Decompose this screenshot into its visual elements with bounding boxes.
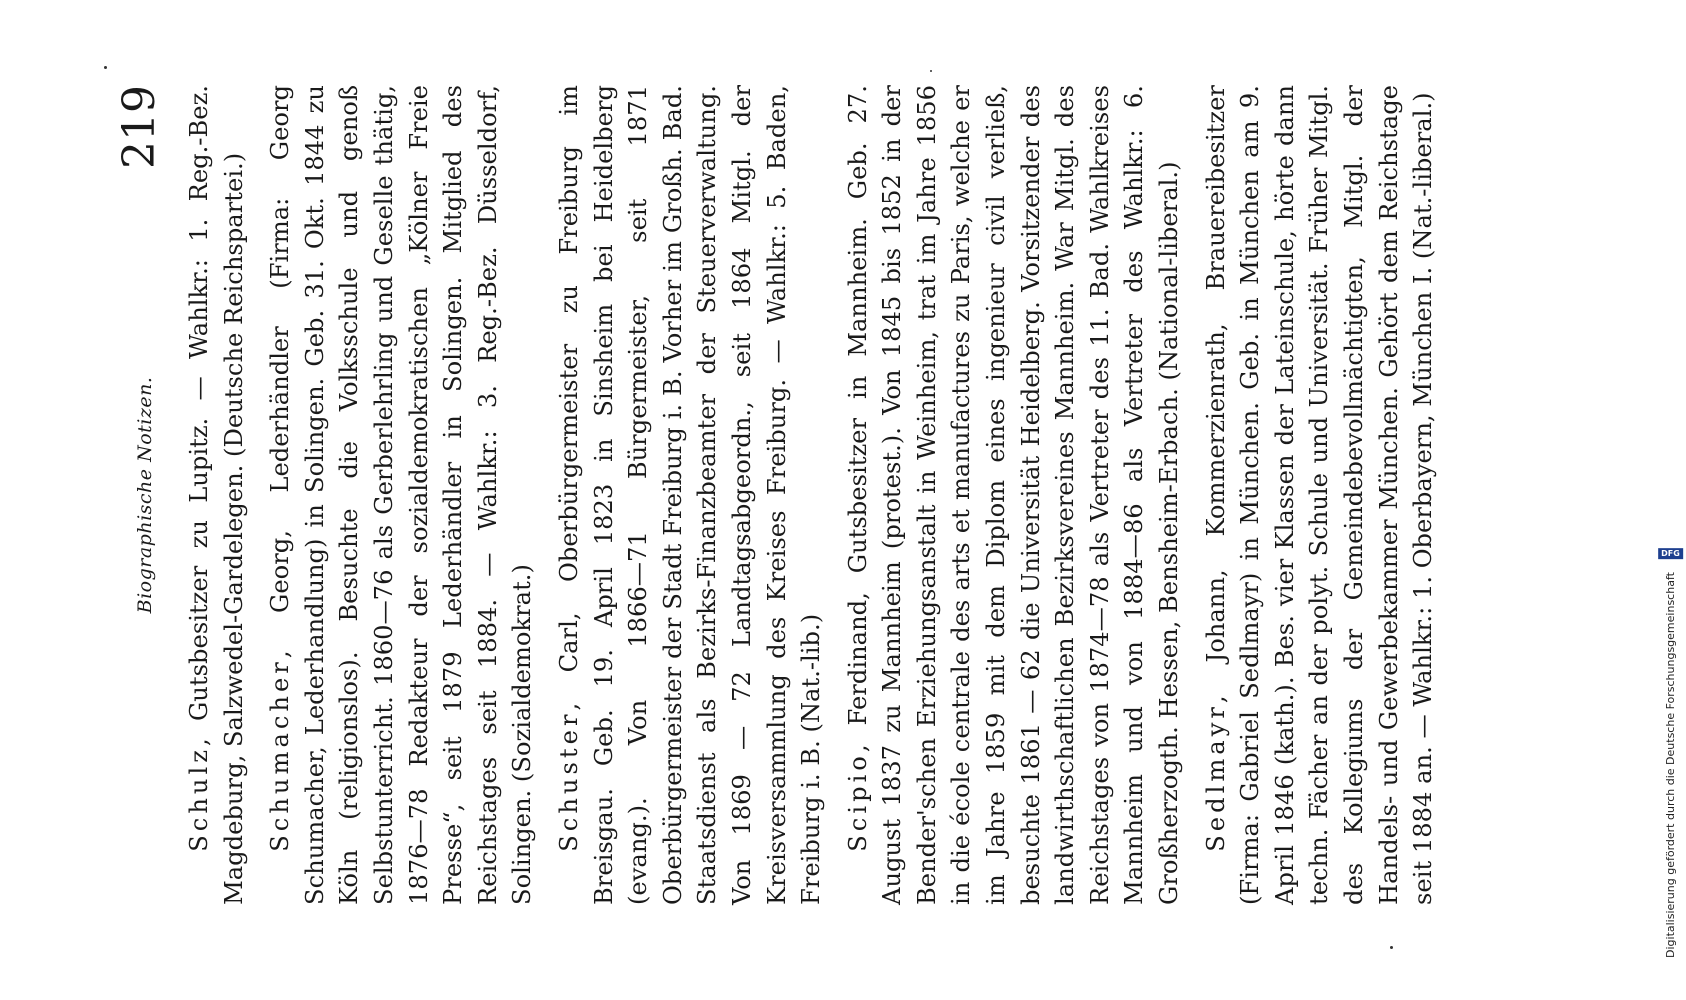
scan-speck [1390,946,1393,949]
running-title: Biographische Notizen. [134,376,156,614]
biography-entry-scipio [841,85,1187,905]
scan-speck [104,66,107,69]
biography-entry-sedlmayr [1199,85,1441,905]
biography-entry-schulz [182,85,251,905]
entry-text: , Georg, Lederhändler (Firma: Georg Schumacher, Lederhandlung) in Solingen. Geb. 31. Okt. 1844 zu Köln (religionslos). Besuchte die Volksschule und genoß Selbstunterricht. 1860—76 als Gerberlehrling und Geselle thätig, 1876—78 Redakteur der sozialdemokratischen „Kölner Freie Presse“, seit 1879 Lederhändler in Solingen. Mitglied des Reichstages seit 1884. — Wahlkr.: 3. Reg.-Bez. Düsseldorf, Solingen. (Sozialdemokrat.) [266,85,537,905]
biography-entries [182,85,1453,905]
entry-text: , Gutsbesitzer zu Lupitz. — Wahlkr.: 1. Reg.-Bez. Magdeburg, Salzwedel-Gardelegen. (Deutsche Reichspartei.) [185,85,248,905]
page-number: 219 [114,85,165,169]
credit-label: Digitalisierung gefördert durch die Deutsche Forschungsgemeinschaft [1663,572,1677,958]
biography-entry-schumacher [263,85,540,905]
entry-text: , Ferdinand, Gutsbesitzer in Mannheim. Geb. 27. August 1837 zu Mannheim (protest.). Von 1845 bis 1852 in der Bender'schen Erziehungsanstalt in Weinheim, trat im Jahre 1856 in die école centrale des arts et manufactures zu Paris, welche er im Jahre 1859 mit dem Diplom eines ingenieur civil verließ, besuchte 1861 — 62 die Universität Heidelberg. Vorsitzender des landwirthschaftlichen Bezirksvereines Mannheim. War Mitgl. des Reichstages von 1874—78 als Vertreter des 11. Bad. Wahlkreises Mannheim und von 1884—86 als Vertreter des Wahlkr.: 6. Großherzogth. Hessen, Bensheim-Erbach. (National-liberal.) [843,85,1184,905]
entry-name: Schumacher [266,658,295,852]
entry-name: Schuster [554,710,583,852]
scan-speck [930,70,932,72]
entry-text: , Johann, Kommerzienrath, Brauereibesitzer (Firma: Gabriel Sedlmayr) in München. Geb. in München am 9. April 1846 (kath.). Bes. vier Klassen der Lateinschule, hörte dann techn. Fächer an der polyt. Schule und Universität. Früher Mitgl. des Kollegiums der Gemeindebevollmächtigten, Mitgl. der Handels- und Gewerbekammer München. Gehört dem Reichstage seit 1884 an. — Wahlkr.: 1. Oberbayern, München I. (Nat.-liberal.) [1201,85,1438,905]
funding-credit-text [1661,0,1679,958]
scanned-page [110,0,1510,1000]
entry-name: Sedlmayr [1201,703,1230,852]
funding-credit [1661,8,1681,998]
entry-text: , Carl, Oberbürgermeister zu Freiburg im Breisgau. Geb. 19. April 1823 in Sinsheim bei Heidelberg (evang.). Von 1866—71 Bürgermeister, seit 1871 Oberbürgermeister der Stadt Freiburg i. B. Vorher im Großh. Bad. Staatsdienst als Bezirks-Finanzbeamter der Steuerverwaltung. Von 1869 — 72 Landtagsabgeordn., seit 1864 Mitgl. der Kreisversammlung des Kreises Freiburg. — Wahlkr.: 5. Baden, Freiburg i. B. (Nat.-lib.) [554,85,826,905]
dfg-logo: DFG [1658,548,1683,559]
biography-entry-schuster [552,85,829,905]
page-content [110,85,1510,905]
entry-name: Scipio [843,752,872,852]
entry-name: Schulz [185,746,213,852]
running-head [110,85,186,905]
